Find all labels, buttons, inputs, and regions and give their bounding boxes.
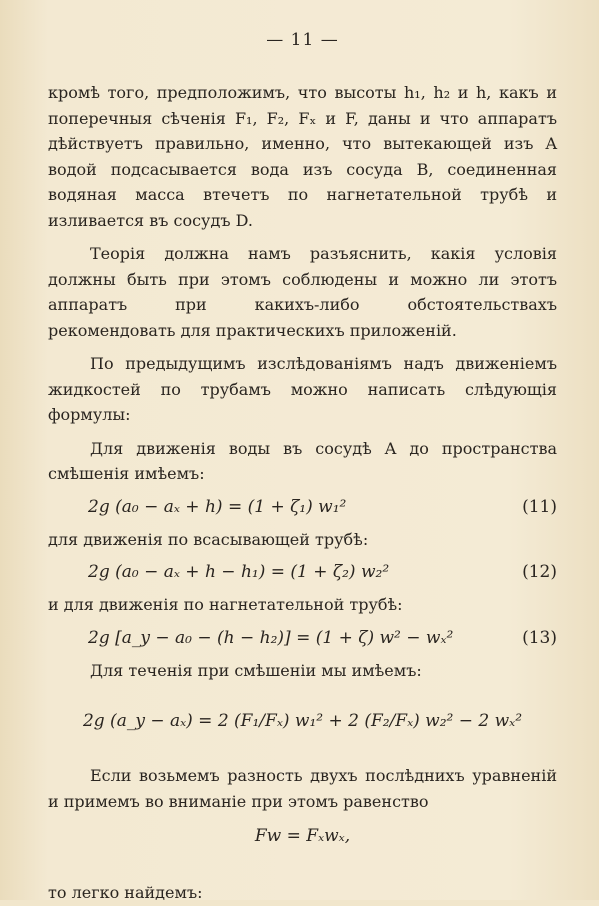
paragraph-4: Для движенія воды въ сосудѣ A до пространства смѣшенія имѣемъ: [48, 438, 557, 483]
equation-12-body: 2g (a₀ − aₓ + h − h₁) = (1 + ζ₂) w₂² [88, 562, 390, 582]
page-number: — 11 — [266, 30, 339, 50]
paragraph-5: для движенія по всасывающей трубѣ: [48, 529, 369, 549]
equation-mixing-body: 2g (a_y − aₓ) = 2 (F₁/Fₓ) w₁² + 2 (F₂/Fₓ) w₂² − 2 wₓ² [82, 711, 523, 731]
paragraph-9: то легко найдемъ: [48, 883, 203, 902]
equation-13-body: 2g [a_y − a₀ − (h − h₂)] = (1 + ζ) w² − wₓ² [88, 627, 454, 648]
paragraph-6: и для движенія по нагнетательной трубѣ: [48, 595, 403, 614]
paragraph-8: Если возьмемъ разность двухъ послѣднихъ уравненій и примемъ во вниманіе при этомъ равенство [48, 766, 557, 811]
paragraph-2: Теорія должна намъ разъяснить, какія условія должны быть при этомъ соблюдены и можно ли этотъ аппаратъ при какихъ-либо обстоятельствахъ рекомендовать для практическихъ приложеній. [48, 244, 557, 340]
equation-13-number: (13) [522, 627, 557, 648]
paragraph-3: По предыдущимъ изслѣдованіямъ надъ движеніемъ жидкостей по трубамъ можно написать слѣдующія формулы: [48, 354, 557, 424]
equation-11-number: (11) [522, 496, 557, 517]
equation-mixing [48, 693, 557, 749]
equation-13 [88, 622, 557, 654]
paragraph-1: кромѣ того, предположимъ, что высоты h₁, h₂ и h, какъ и поперечныя сѣченія F₁, F₂, Fₓ и F, даны и что аппаратъ дѣйствуетъ правильно, именно, что вытекающей изъ A водой подсасывается вода изъ сосуда B, соединенная водяная масса втечетъ по нагнетательной трубѣ и изливается въ сосудъ D. [48, 83, 557, 230]
equation-12 [88, 556, 557, 588]
equation-12-number: (12) [522, 562, 557, 582]
equation-continuity [48, 820, 557, 852]
equation-continuity-body: Fw = Fₓwₓ, [254, 826, 351, 846]
paragraph-7: Для теченія при смѣшеніи мы имѣемъ: [90, 660, 422, 680]
equation-11-body: 2g (a₀ − aₓ + h) = (1 + ζ₁) w₁² [88, 496, 347, 517]
equation-11 [88, 491, 557, 523]
